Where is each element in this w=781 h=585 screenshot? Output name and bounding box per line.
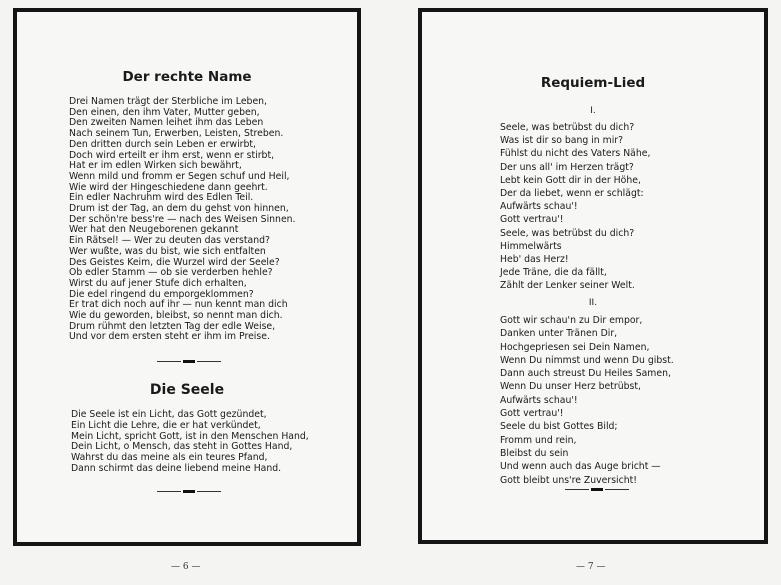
poem-line: Lebt kein Gott dir in der Höhe, [500, 174, 641, 186]
poem-line: Drum ist der Tag, an dem du gehst von hinnen, [69, 203, 289, 215]
page-number-right: — 7 — [576, 562, 606, 572]
poem-line: Des Geistes Keim, die Wurzel wird der Seele? [69, 256, 280, 268]
poem-requiem-section-2 [500, 314, 674, 487]
poem-title-der-rechte-name: Der rechte Name [122, 69, 252, 85]
poem-requiem-section-1 [500, 121, 650, 293]
poem-line: Gott bleibt uns're Zuversicht! [500, 474, 638, 486]
poem-line: Seele, was betrübst du dich? [500, 122, 635, 133]
poem-line: Seele du bist Gottes Bild; [500, 421, 618, 433]
poem-line: Danken unter Tränen Dir, [500, 328, 618, 340]
poem-line: Dann schirmt das deine liebend meine Hand. [71, 462, 282, 474]
poem-line: Ein Licht die Lehre, die er hat verkündet, [71, 419, 261, 431]
poem-line: Er trat dich noch auf ihr — nun kennt man dich [69, 299, 288, 311]
poem-title-die-seele: Die Seele [149, 382, 225, 398]
poem-line: Und vor dem ersten steht er ihm im Preise. [69, 331, 270, 343]
poem-line: Der uns all' im Herzen trägt? [500, 161, 634, 173]
ornament-divider [565, 488, 629, 490]
poem-line: Drei Namen trägt der Sterbliche im Leben, [69, 96, 268, 107]
poem-line: Hochgepriesen sei Dein Namen, [500, 341, 650, 353]
right-page [418, 8, 768, 544]
section-numeral-2: II. [588, 298, 598, 308]
poem-line: Drum rühmt den letzten Tag der edle Weise, [69, 320, 276, 332]
poem-line: Hat er im edlen Wirken sich bewährt, [69, 160, 242, 172]
section-numeral-1: I. [590, 106, 596, 116]
poem-line: Wie wird der Hingeschiedene dann geehrt. [69, 181, 268, 193]
poem-der-rechte-name [69, 97, 296, 343]
poem-line: Heb' das Herz! [500, 254, 569, 266]
poem-line: Die Seele ist ein Licht, das Gott gezündet, [71, 409, 267, 420]
poem-line: Wer wußte, was du bist, wie sich entfalten [69, 245, 266, 257]
poem-line: Bleibst du sein [500, 447, 569, 459]
poem-line: Wenn Du nimmst und wenn Du gibst. [500, 354, 674, 366]
poem-die-seele [71, 410, 309, 475]
poem-line: Den dritten durch sein Leben er erwirbt, [69, 138, 257, 150]
poem-line: Himmelwärts [500, 240, 562, 252]
poem-line: Zählt der Lenker seiner Welt. [500, 280, 635, 292]
poem-line: Die edel ringend du emporgeklommen? [69, 288, 254, 300]
poem-line: Was ist dir so bang in mir? [500, 135, 624, 147]
poem-line: Gott vertrau'! [500, 214, 564, 226]
page-number-left: — 6 — [171, 562, 201, 572]
poem-line: Seele, was betrübst du dich? [500, 227, 635, 239]
poem-line: Der schön're bess're — nach des Weisen Sinnen. [69, 213, 296, 225]
poem-line: Dein Licht, o Mensch, das steht in Gottes Hand, [71, 441, 293, 453]
poem-line: Und wenn auch das Auge bricht — [500, 461, 661, 473]
poem-line: Gott wir schau'n zu Dir empor, [500, 315, 643, 326]
poem-line: Ein edler Nachruhm wird des Edlen Teil. [69, 192, 254, 204]
poem-line: Den zweiten Namen leihet ihm das Leben [69, 117, 264, 129]
poem-line: Wirst du auf jener Stufe dich erhalten, [69, 277, 247, 289]
poem-title-requiem-lied: Requiem-Lied [540, 75, 646, 91]
ornament-divider [157, 490, 221, 492]
poem-line: Mein Licht, spricht Gott, ist in den Menschen Hand, [71, 430, 309, 442]
poem-line: Der da liebet, wenn er schlägt: [500, 188, 644, 200]
poem-line: Fromm und rein, [500, 434, 577, 446]
poem-line: Aufwärts schau'! [500, 201, 578, 213]
left-page [13, 8, 361, 546]
poem-line: Jede Träne, die da fällt, [500, 267, 607, 279]
poem-line: Ob edler Stamm — ob sie verderben hehle? [69, 267, 273, 279]
poem-line: Wie du geworden, bleibst, so nennt man dich. [69, 310, 283, 322]
poem-line: Gott vertrau'! [500, 408, 564, 420]
poem-line: Doch wird erteilt er ihm erst, wenn er stirbt, [69, 149, 275, 161]
poem-line: Wer hat den Neugeborenen gekannt [69, 224, 239, 236]
poem-line: Den einen, den ihm Vater, Mutter geben, [69, 106, 260, 118]
poem-line: Wahrst du das meine als ein teures Pfand, [71, 452, 268, 464]
poem-line: Ein Rätsel! — Wer zu deuten das verstand? [69, 235, 270, 247]
poem-line: Wenn mild und fromm er Segen schuf und Heil, [69, 170, 290, 182]
poem-line: Aufwärts schau'! [500, 394, 578, 406]
poem-line: Dann auch streust Du Heiles Samen, [500, 368, 671, 380]
poem-line: Wenn Du unser Herz betrübst, [500, 381, 641, 393]
ornament-divider [157, 360, 221, 362]
poem-line: Nach seinem Tun, Erwerben, Leisten, Streben. [69, 128, 284, 140]
poem-line: Fühlst du nicht des Vaters Nähe, [500, 148, 651, 160]
